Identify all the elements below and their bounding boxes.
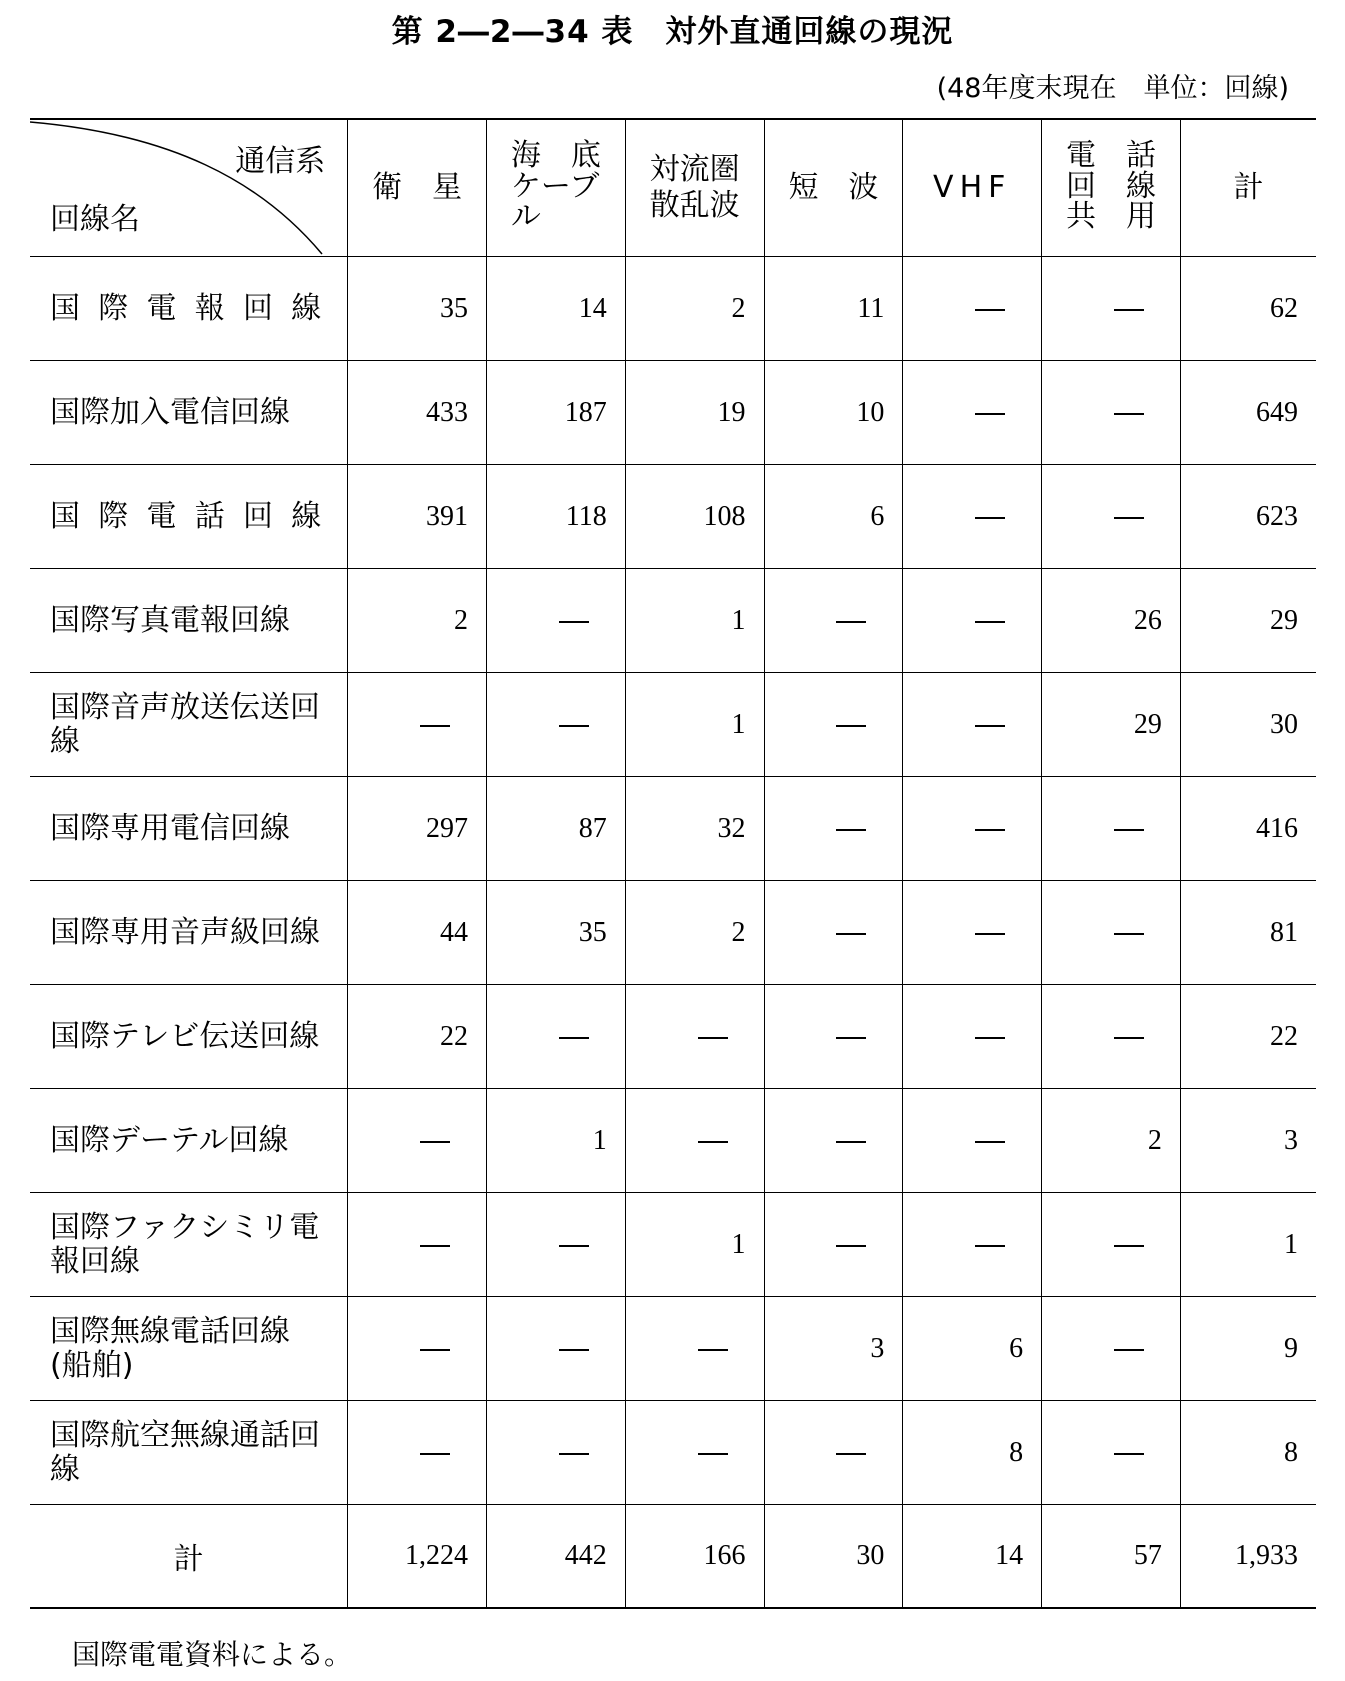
col-header-satellite: 衛 星: [348, 119, 487, 257]
dash-mark: [420, 1141, 450, 1143]
empty-cell: [486, 1193, 625, 1297]
dash-mark: [1114, 1453, 1144, 1455]
total-cell: 14: [903, 1505, 1042, 1609]
table-row: [30, 465, 1316, 569]
dash-mark: [975, 413, 1005, 415]
value-cell: 2: [625, 881, 764, 985]
value-cell: 10: [764, 361, 903, 465]
table-row: [30, 1297, 1316, 1401]
dash-mark: [975, 725, 1005, 727]
table-row: [30, 1401, 1316, 1505]
table-row: [30, 777, 1316, 881]
empty-cell: [1042, 1193, 1181, 1297]
value-cell: 22: [348, 985, 487, 1089]
value-cell: 6: [764, 465, 903, 569]
dash-mark: [698, 1453, 728, 1455]
empty-cell: [903, 881, 1042, 985]
table-row: [30, 881, 1316, 985]
table-row: [30, 361, 1316, 465]
value-cell: 433: [348, 361, 487, 465]
empty-cell: [625, 985, 764, 1089]
value-cell: 22: [1180, 985, 1316, 1089]
col-header-shared-phone-line: 電 話 回 線 共 用: [1042, 119, 1181, 257]
empty-cell: [486, 673, 625, 777]
empty-cell: [903, 985, 1042, 1089]
corner-header-cell: [30, 119, 348, 257]
empty-cell: [348, 1089, 487, 1193]
empty-cell: [903, 1193, 1042, 1297]
empty-cell: [1042, 361, 1181, 465]
total-cell: 57: [1042, 1505, 1181, 1609]
dash-mark: [559, 1453, 589, 1455]
dash-mark: [836, 1245, 866, 1247]
empty-cell: [486, 1401, 625, 1505]
empty-cell: [625, 1401, 764, 1505]
empty-cell: [625, 1297, 764, 1401]
empty-cell: [486, 1297, 625, 1401]
total-cell: 166: [625, 1505, 764, 1609]
col-header-vhf: VHF: [903, 119, 1042, 257]
header-row: [30, 119, 1316, 257]
row-name: 国際デーテル回線: [30, 1089, 348, 1193]
dash-mark: [836, 725, 866, 727]
value-cell: 416: [1180, 777, 1316, 881]
empty-cell: [1042, 1297, 1181, 1401]
empty-cell: [1042, 985, 1181, 1089]
value-cell: 297: [348, 777, 487, 881]
row-name: 国際専用音声級回線: [30, 881, 348, 985]
value-cell: 14: [486, 257, 625, 361]
value-cell: 62: [1180, 257, 1316, 361]
value-cell: 187: [486, 361, 625, 465]
empty-cell: [903, 569, 1042, 673]
value-cell: 9: [1180, 1297, 1316, 1401]
dash-mark: [698, 1141, 728, 1143]
value-cell: 1: [625, 1193, 764, 1297]
dash-mark: [836, 829, 866, 831]
row-name: 国際テレビ伝送回線: [30, 985, 348, 1089]
table-title: 第 2―2―34 表 対外直通回線の現況: [391, 14, 954, 50]
empty-cell: [764, 1401, 903, 1505]
dash-mark: [836, 1037, 866, 1039]
empty-cell: [903, 257, 1042, 361]
empty-cell: [764, 673, 903, 777]
total-cell: 442: [486, 1505, 625, 1609]
total-row: [30, 1505, 1316, 1609]
value-cell: 8: [903, 1401, 1042, 1505]
col-header-submarine-cable: 海 底 ケーブ ル: [486, 119, 625, 257]
empty-cell: [348, 1401, 487, 1505]
empty-cell: [348, 673, 487, 777]
value-cell: 30: [1180, 673, 1316, 777]
dash-mark: [1114, 829, 1144, 831]
dash-mark: [975, 309, 1005, 311]
row-name: 国際ファクシミリ電報回線: [30, 1193, 348, 1297]
empty-cell: [764, 1089, 903, 1193]
dash-mark: [1114, 1037, 1144, 1039]
value-cell: 29: [1042, 673, 1181, 777]
dash-mark: [975, 829, 1005, 831]
table-row: [30, 257, 1316, 361]
dash-mark: [1114, 413, 1144, 415]
dash-mark: [698, 1037, 728, 1039]
value-cell: 2: [625, 257, 764, 361]
empty-cell: [1042, 1401, 1181, 1505]
row-name: 国際航空無線通話回線: [30, 1401, 348, 1505]
total-cell: 1,933: [1180, 1505, 1316, 1609]
dash-mark: [420, 1349, 450, 1351]
dash-mark: [698, 1349, 728, 1351]
table-unit-note: (48年度末現在 単位：回線): [936, 73, 1289, 104]
row-name: 国際電話回線: [30, 465, 348, 569]
dash-mark: [559, 1037, 589, 1039]
row-name: 国際加入電信回線: [30, 361, 348, 465]
value-cell: 87: [486, 777, 625, 881]
table-row: [30, 985, 1316, 1089]
value-cell: 29: [1180, 569, 1316, 673]
value-cell: 6: [903, 1297, 1042, 1401]
total-row-label: 計: [173, 1542, 204, 1577]
empty-cell: [625, 1089, 764, 1193]
value-cell: 8: [1180, 1401, 1316, 1505]
value-cell: 1: [625, 673, 764, 777]
value-cell: 3: [764, 1297, 903, 1401]
empty-cell: [1042, 777, 1181, 881]
dash-mark: [420, 725, 450, 727]
row-name: 国際音声放送伝送回線: [30, 673, 348, 777]
dash-mark: [975, 517, 1005, 519]
table-row: [30, 673, 1316, 777]
dash-mark: [836, 621, 866, 623]
dash-mark: [975, 1141, 1005, 1143]
value-cell: 81: [1180, 881, 1316, 985]
total-cell: 30: [764, 1505, 903, 1609]
dash-mark: [1114, 933, 1144, 935]
col-header-tropospheric-scatter: 対流圏 散乱波: [625, 119, 764, 257]
dash-mark: [1114, 517, 1144, 519]
dash-mark: [975, 1037, 1005, 1039]
dash-mark: [1114, 1245, 1144, 1247]
empty-cell: [903, 465, 1042, 569]
corner-column-label: 通信系: [235, 144, 326, 179]
dash-mark: [836, 1141, 866, 1143]
value-cell: 108: [625, 465, 764, 569]
empty-cell: [486, 569, 625, 673]
table-row: [30, 1193, 1316, 1297]
empty-cell: [764, 569, 903, 673]
total-cell: 1,224: [348, 1505, 487, 1609]
col-header-shortwave: 短 波: [764, 119, 903, 257]
empty-cell: [1042, 881, 1181, 985]
value-cell: 649: [1180, 361, 1316, 465]
dash-mark: [1114, 309, 1144, 311]
dash-mark: [975, 1245, 1005, 1247]
value-cell: 2: [1042, 1089, 1181, 1193]
empty-cell: [1042, 257, 1181, 361]
row-name: 国際専用電信回線: [30, 777, 348, 881]
corner-row-label: 回線名: [50, 202, 140, 237]
empty-cell: [764, 1193, 903, 1297]
source-footnote: 国際電電資料による。: [72, 1638, 353, 1671]
value-cell: 1: [625, 569, 764, 673]
empty-cell: [348, 1297, 487, 1401]
value-cell: 44: [348, 881, 487, 985]
row-name: 国際写真電報回線: [30, 569, 348, 673]
dash-mark: [420, 1453, 450, 1455]
table-row: [30, 1089, 1316, 1193]
value-cell: 3: [1180, 1089, 1316, 1193]
dash-mark: [975, 621, 1005, 623]
empty-cell: [1042, 465, 1181, 569]
empty-cell: [903, 361, 1042, 465]
dash-mark: [1114, 1349, 1144, 1351]
row-name: 国際電報回線: [30, 257, 348, 361]
table-row: [30, 569, 1316, 673]
empty-cell: [764, 777, 903, 881]
dash-mark: [975, 933, 1005, 935]
value-cell: 35: [348, 257, 487, 361]
empty-cell: [348, 1193, 487, 1297]
empty-cell: [764, 881, 903, 985]
value-cell: 32: [625, 777, 764, 881]
empty-cell: [764, 985, 903, 1089]
empty-cell: [903, 777, 1042, 881]
value-cell: 623: [1180, 465, 1316, 569]
dash-mark: [836, 933, 866, 935]
col-header-total: 計: [1180, 119, 1316, 257]
value-cell: 391: [348, 465, 487, 569]
value-cell: 1: [486, 1089, 625, 1193]
value-cell: 35: [486, 881, 625, 985]
value-cell: 1: [1180, 1193, 1316, 1297]
value-cell: 2: [348, 569, 487, 673]
value-cell: 19: [625, 361, 764, 465]
empty-cell: [486, 985, 625, 1089]
dash-mark: [559, 1245, 589, 1247]
dash-mark: [559, 621, 589, 623]
value-cell: 26: [1042, 569, 1181, 673]
dash-mark: [836, 1453, 866, 1455]
dash-mark: [420, 1245, 450, 1247]
value-cell: 11: [764, 257, 903, 361]
dash-mark: [559, 1349, 589, 1351]
empty-cell: [903, 1089, 1042, 1193]
dash-mark: [559, 725, 589, 727]
empty-cell: [903, 673, 1042, 777]
value-cell: 118: [486, 465, 625, 569]
row-name: 国際無線電話回線(船舶): [30, 1297, 348, 1401]
circuits-table: [30, 118, 1316, 1609]
